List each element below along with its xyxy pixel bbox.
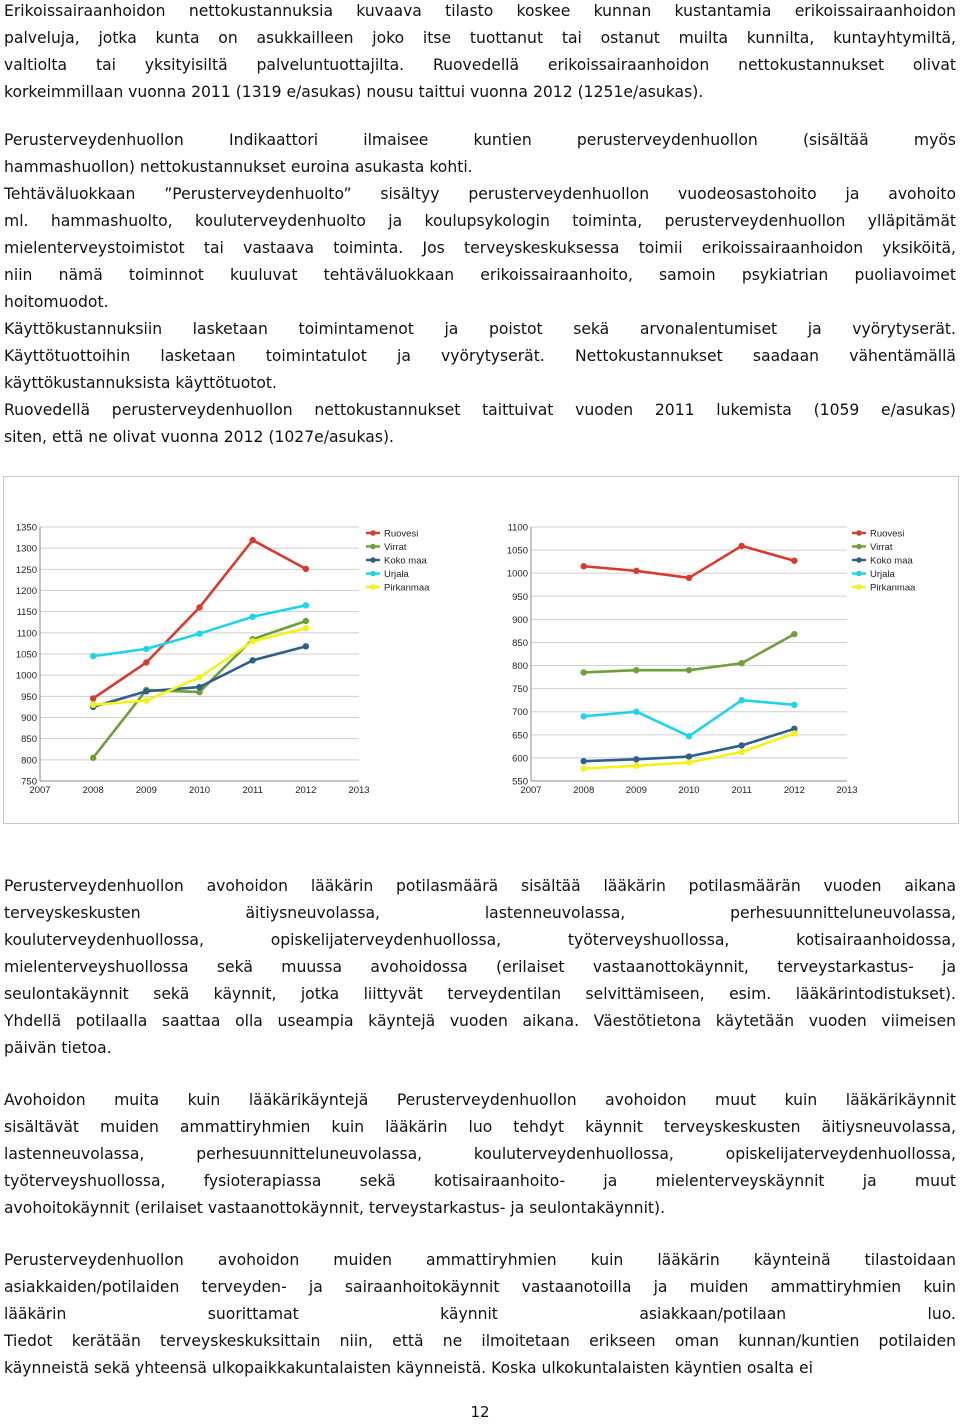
y-tick-label: 1150 <box>16 607 37 619</box>
text-line: Tehtäväluokkaan ”Perusterveydenhuolto” sisältyy perusterveydenhuollon vuodeosastohoito ja avohoito <box>4 185 956 203</box>
text-line: siten, että ne olivat vuonna 2012 (1027e/asukas). <box>4 428 395 446</box>
data-point <box>196 684 202 690</box>
data-point <box>143 646 149 652</box>
plot-area <box>531 527 847 781</box>
text-line: asiakkaiden/potilaiden terveyden- ja sairaanhoitokäynnit vastaanotoilla ja muiden ammattiryhmien kuin <box>4 1278 956 1296</box>
y-tick-label: 850 <box>21 734 37 746</box>
y-tick-label: 1000 <box>506 568 528 580</box>
y-tick-label: 1050 <box>15 649 37 661</box>
data-point <box>303 566 309 572</box>
x-tick-label: 2007 <box>29 785 51 796</box>
y-tick-label: 1100 <box>16 628 37 640</box>
legend-marker <box>370 584 376 590</box>
text-line: päivän tietoa. <box>4 1039 112 1057</box>
data-point <box>686 733 692 739</box>
y-tick-label: 850 <box>512 637 528 649</box>
data-point <box>738 543 744 549</box>
text-line: valtiolta tai yksityisiltä palveluntuottajilta. Ruovedellä erikoissairaanhoidon nettokustannukset olivat <box>4 56 956 74</box>
y-tick-label: 1000 <box>15 670 37 682</box>
data-point <box>738 742 744 748</box>
y-tick-label: 950 <box>512 591 528 603</box>
text-line: Perusterveydenhuollon avohoidon lääkärin potilasmäärä sisältää lääkärin potilasmäärän vuoden aikana <box>4 877 956 895</box>
data-point <box>196 630 202 636</box>
y-tick-label: 800 <box>21 755 37 767</box>
section-3 <box>4 873 956 1062</box>
data-point <box>738 660 744 666</box>
y-tick-label: 900 <box>512 614 528 626</box>
x-tick-label: 2009 <box>135 785 157 796</box>
data-point <box>791 558 797 564</box>
data-point <box>580 669 586 675</box>
y-tick-label: 950 <box>21 691 37 703</box>
y-tick-label: 1050 <box>506 545 528 557</box>
legend-label: Pirkanmaa <box>384 582 430 594</box>
legend-marker <box>370 557 376 563</box>
text-line: avohoitokäynnit (erilaiset vastaanottokäynnit, terveystarkastus- ja seulontakäynnit). <box>4 1199 666 1217</box>
data-point <box>686 575 692 581</box>
x-tick-label: 2013 <box>836 785 858 796</box>
data-point <box>249 614 255 620</box>
page-number: 12 <box>470 1403 490 1421</box>
text-line: Perusterveydenhuollon Indikaattori ilmaisee kuntien perusterveydenhuollon (sisältää myös <box>4 131 956 149</box>
section-1 <box>4 0 956 106</box>
data-point <box>90 695 96 701</box>
data-point <box>580 713 586 719</box>
x-tick-label: 2009 <box>625 785 647 796</box>
text-line: lastenneuvolassa, perhesuunnitteluneuvolassa, kouluterveydenhuollossa, opiskelijaterveydenhuollossa, <box>4 1145 956 1163</box>
legend-marker <box>856 571 862 577</box>
data-point <box>143 688 149 694</box>
legend-marker <box>856 544 862 550</box>
text-line: työterveyshuollossa, fysioterapiassa sekä kotisairaanhoito- ja mielenterveyskäynnit ja muut <box>4 1172 956 1190</box>
text-line: Ruovedellä perusterveydenhuollon nettokustannukset taittuivat vuoden 2011 lukemista (1059 e/asukas) <box>4 401 956 419</box>
legend-label: Virrat <box>384 542 407 553</box>
data-point <box>143 697 149 703</box>
legend-label: Ruovesi <box>384 528 419 540</box>
legend-label: Ruovesi <box>870 528 905 540</box>
text-line: Yhdellä potilaalla saattaa olla useampia käyntejä vuoden aikana. Väestötietona käytetään vuoden viimeisen <box>4 1012 956 1030</box>
legend-label: Urjala <box>384 569 409 580</box>
section-4 <box>4 1087 956 1222</box>
legend-marker <box>370 530 376 536</box>
data-point <box>303 618 309 624</box>
data-point <box>633 756 639 762</box>
legend-marker <box>856 530 862 536</box>
data-point <box>580 758 586 764</box>
data-point <box>791 702 797 708</box>
charts-svg <box>4 477 958 823</box>
y-tick-label: 1250 <box>15 564 37 576</box>
section-2 <box>4 127 956 451</box>
data-point <box>249 657 255 663</box>
text-line: mielenterveyshuollossa sekä muussa avohoidossa (erilaiset vastaanottokäynnit, terveystarkastus- ja <box>4 958 956 976</box>
text-line: hammashuollon) nettokustannukset euroina asukasta kohti. <box>4 158 473 176</box>
text-line: terveyskeskusten äitiysneuvolassa, lastenneuvolassa, perhesuunnitteluneuvolassa, <box>4 904 956 922</box>
y-tick-label: 700 <box>512 707 528 719</box>
text-line: ml. hammashuolto, kouluterveydenhuolto ja koulupsykologin toiminta, perusterveydenhuollon ylläpitämät <box>4 212 956 230</box>
data-point <box>791 730 797 736</box>
data-point <box>196 674 202 680</box>
y-tick-label: 1100 <box>507 522 528 534</box>
x-tick-label: 2013 <box>348 785 370 796</box>
x-tick-label: 2011 <box>731 785 752 796</box>
data-point <box>303 643 309 649</box>
data-point <box>633 763 639 769</box>
data-point <box>90 653 96 659</box>
legend-label: Koko maa <box>870 555 913 567</box>
legend-marker <box>370 544 376 550</box>
section-5 <box>4 1247 956 1382</box>
legend-marker <box>856 584 862 590</box>
text-line: käyttökustannuksista käyttötuotot. <box>4 374 277 392</box>
data-point <box>686 759 692 765</box>
x-tick-label: 2010 <box>188 785 211 796</box>
y-tick-label: 800 <box>512 661 528 673</box>
y-tick-label: 750 <box>512 684 528 696</box>
text-line: Perusterveydenhuollon avohoidon muiden ammattiryhmien kuin lääkärin käynteinä tilastoidaan <box>4 1251 956 1269</box>
legend-marker <box>370 571 376 577</box>
text-line: Käyttökustannuksiin lasketaan toimintamenot ja poistot sekä arvonalentumiset ja vyörytyserät. <box>4 320 956 338</box>
data-point <box>580 765 586 771</box>
legend-label: Pirkanmaa <box>870 582 916 594</box>
legend-label: Koko maa <box>384 555 427 567</box>
x-tick-label: 2008 <box>573 785 595 796</box>
x-tick-label: 2007 <box>520 785 542 796</box>
text-line: seulontakäynnit sekä käynnit, jotka liittyvät terveydentilan selvittämiseen, esim. lääkärintodistukset). <box>4 985 956 1003</box>
data-point <box>303 602 309 608</box>
data-point <box>633 709 639 715</box>
data-point <box>90 702 96 708</box>
x-tick-label: 2010 <box>678 785 700 796</box>
y-tick-label: 600 <box>512 753 528 765</box>
legend-marker <box>856 557 862 563</box>
x-tick-label: 2012 <box>295 785 317 796</box>
legend-label: Urjala <box>870 569 895 580</box>
data-point <box>738 749 744 755</box>
x-tick-label: 2008 <box>82 785 104 796</box>
text-line: Käyttötuottoihin lasketaan toimintatulot ja vyörytyserät. Nettokustannukset saadaan vähentämällä <box>4 347 956 365</box>
text-line: Avohoidon muita kuin lääkärikäyntejä Perusterveydenhuollon avohoidon muut kuin lääkärikäynnit <box>4 1091 956 1109</box>
y-tick-label: 1350 <box>15 522 37 534</box>
data-point <box>686 667 692 673</box>
y-tick-label: 650 <box>512 730 528 742</box>
y-tick-label: 750 <box>21 776 37 788</box>
text-line: korkeimmillaan vuonna 2011 (1319 e/asukas) nousu taittui vuonna 2012 (1251e/asukas). <box>4 83 704 101</box>
x-tick-label: 2012 <box>783 785 805 796</box>
text-line: kouluterveydenhuollossa, opiskelijaterveydenhuollossa, työterveyshuollossa, kotisairaanhoidossa, <box>4 931 956 949</box>
y-tick-label: 900 <box>21 713 37 724</box>
text-line: Erikoissairaanhoidon nettokustannuksia kuvaava tilasto koskee kunnan kustantamia erikoissairaanhoidon <box>4 2 956 20</box>
data-point <box>90 755 96 761</box>
y-tick-label: 550 <box>512 776 528 788</box>
y-tick-label: 1300 <box>15 543 37 555</box>
text-line: sisältävät muiden ammattiryhmien kuin lääkärin luo tehdyt käynnit terveyskeskusten äitiysneuvolassa, <box>4 1118 956 1136</box>
data-point <box>633 667 639 673</box>
data-point <box>303 625 309 631</box>
y-tick-label: 1200 <box>15 586 37 597</box>
data-point <box>738 697 744 703</box>
text-line: lääkärin suorittamat käynnit asiakkaan/potilaan luo. <box>4 1305 956 1323</box>
data-point <box>249 537 255 543</box>
text-line: hoitomuodot. <box>4 293 109 311</box>
text-line: palveluja, jotka kunta on asukkailleen joko itse tuottanut tai ostanut muilta kunnilta, kuntayhtymiltä, <box>4 29 956 47</box>
text-line: käynneistä sekä yhteensä ulkopaikkakuntalaisten käynneistä. Koska ulkokuntalaisten käyntien osalta ei <box>4 1359 813 1377</box>
text-line: Tiedot kerätään terveyskeskuksittain niin, että ne ilmoitetaan erikseen oman kunnan/kuntien potilaiden <box>4 1332 956 1350</box>
x-tick-label: 2011 <box>242 785 263 796</box>
data-point <box>580 563 586 569</box>
data-point <box>143 659 149 665</box>
data-point <box>791 631 797 637</box>
data-point <box>633 568 639 574</box>
data-point <box>196 604 202 610</box>
legend-label: Virrat <box>870 542 893 553</box>
charts-figure <box>3 476 959 824</box>
text-line: mielenterveystoimistot tai vastaava toiminta. Jos terveyskeskuksessa toimii erikoissairaanhoidon yksiköitä, <box>4 239 956 257</box>
text-line: niin nämä toiminnot kuuluvat tehtäväluokkaan erikoissairaanhoito, samoin psykiatrian puoliavoimet <box>4 266 956 284</box>
data-point <box>686 753 692 759</box>
data-point <box>249 638 255 644</box>
